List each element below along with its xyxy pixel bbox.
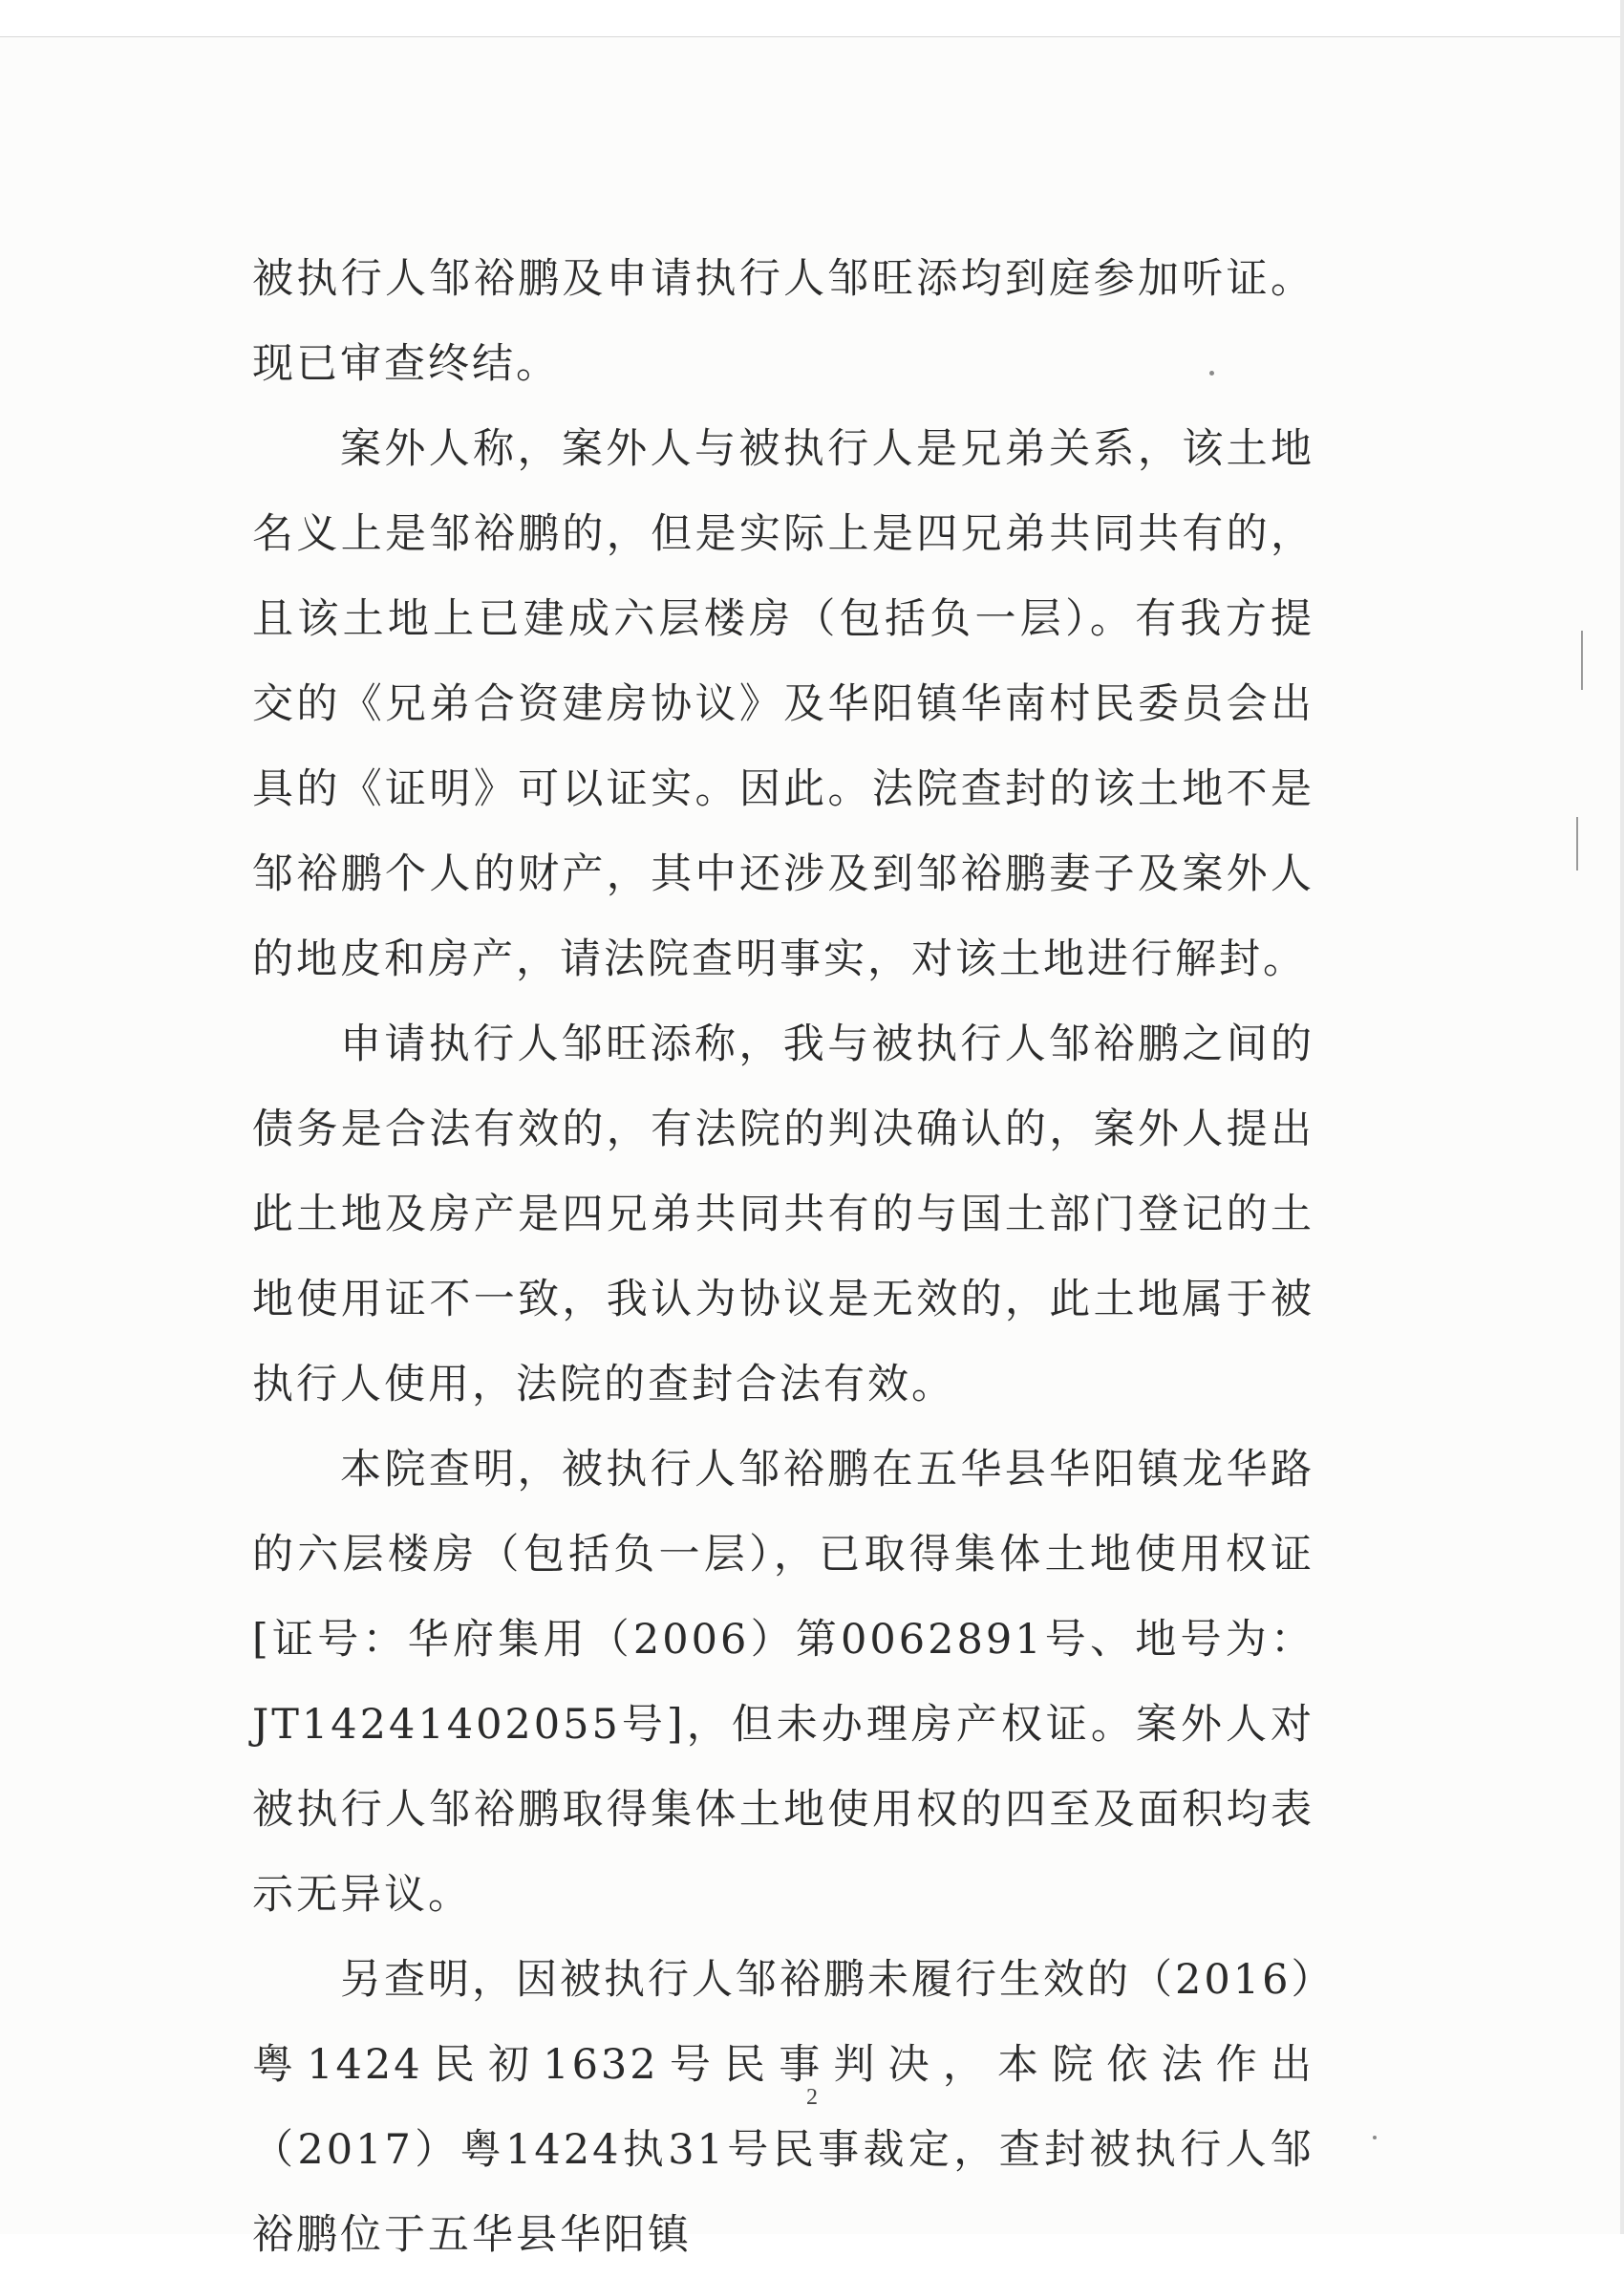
paragraph-court-findings: 本院查明，被执行人邹裕鹏在五华县华阳镇龙华路的六层楼房（包括负一层），已取得集体土地使用权证[证号：华府集用（2006）第0062891号、地号为：JT14241402055号]，但未办理房产权证。案外人对被执行人邹裕鹏取得集体土地使用权的四至及面积均表示无异议。 bbox=[252, 1446, 1314, 1919]
paragraph-applicant-claim: 申请执行人邹旺添称，我与被执行人邹裕鹏之间的债务是合法有效的，有法院的判决确认的，案外人提出此土地及房产是四兄弟共同共有的与国土部门登记的土地使用证不一致，我认为协议是无效的，此土地属于被执行人使用，法院的查封合法有效。 bbox=[252, 1021, 1314, 1408]
scan-right-edge bbox=[1620, 0, 1624, 2234]
margin-mark bbox=[1576, 817, 1578, 870]
margin-mark bbox=[1581, 631, 1583, 690]
paragraph-further-findings: 另查明，因被执行人邹裕鹏未履行生效的（2016）粤1424民初1632号民事判决，本院依法作出（2017）粤1424执31号民事裁定，查封被执行人邹裕鹏位于五华县华阳镇 bbox=[252, 1956, 1314, 2259]
paragraph-outsider-claim: 案外人称，案外人与被执行人是兄弟关系，该土地名义上是邹裕鹏的，但是实际上是四兄弟共同共有的，且该土地上已建成六层楼房（包括负一层）。有我方提交的《兄弟合资建房协议》及华阳镇华南村民委员会出具的《证明》可以证实。因此。法院查封的该土地不是邹裕鹏个人的财产，其中还涉及到邹裕鹏妻子及案外人的地皮和房产，请法院查明事实，对该土地进行解封。 bbox=[252, 425, 1314, 983]
page-number: 2 bbox=[806, 2085, 818, 2110]
paragraph-hearing-attendance: 被执行人邹裕鹏及申请执行人邹旺添均到庭参加听证。现已审查终结。 bbox=[252, 255, 1314, 388]
scan-top-edge bbox=[0, 0, 1624, 37]
scan-speck bbox=[1373, 2136, 1377, 2139]
scan-speck bbox=[1209, 371, 1214, 376]
document-body bbox=[252, 237, 1314, 2278]
